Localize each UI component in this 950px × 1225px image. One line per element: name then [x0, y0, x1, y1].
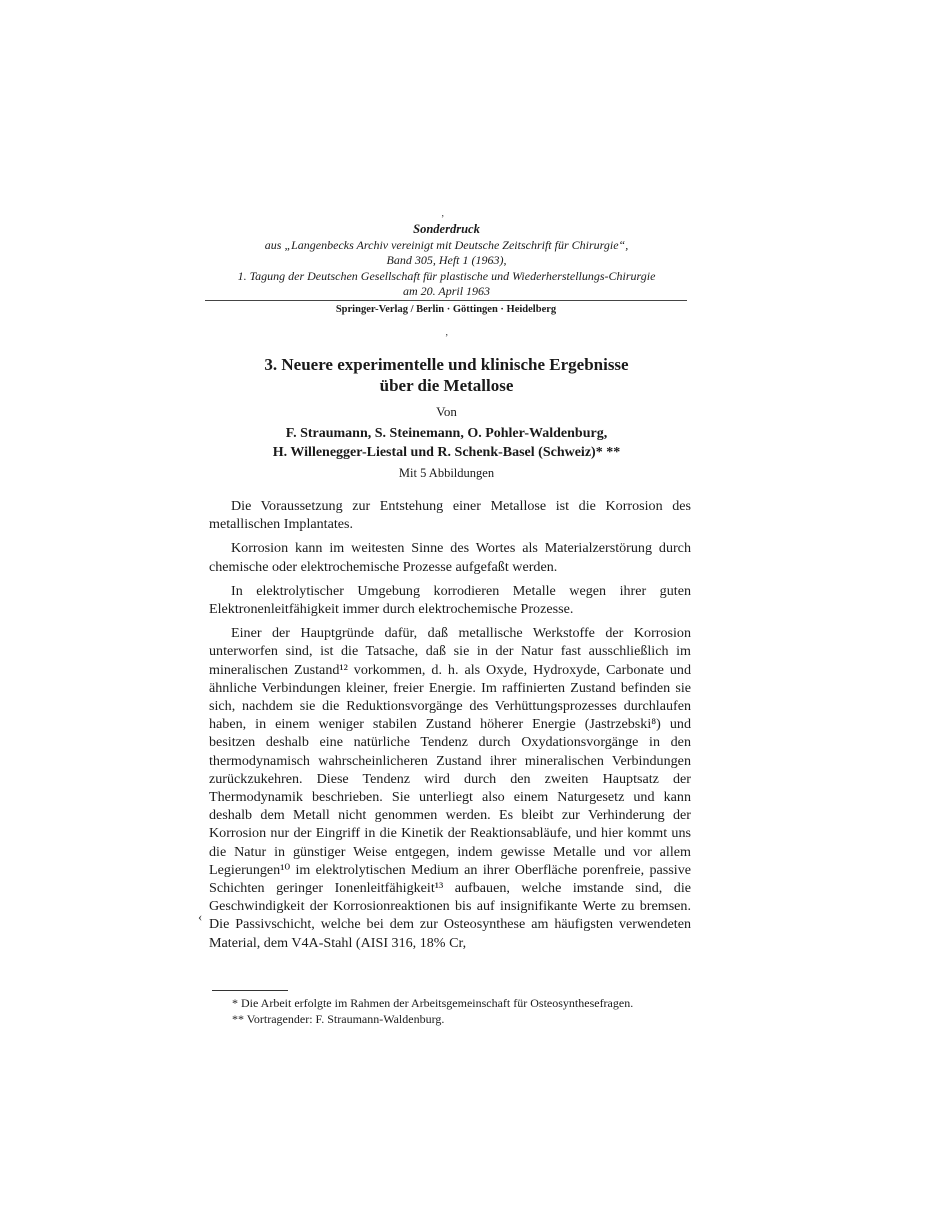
footnote-2: ** Vortragender: F. Straumann-Waldenburg.: [232, 1011, 445, 1026]
offprint-header: [200, 222, 693, 300]
author-list: [200, 424, 693, 462]
by-label: Von: [436, 404, 457, 419]
authors-line1: F. Straumann, S. Steinemann, O. Pohler-Waldenburg,: [285, 426, 608, 441]
header-divider: [205, 300, 687, 301]
conference-date: am 20. April 1963: [402, 284, 491, 298]
footnote-1: * Die Arbeit erfolgte im Rahmen der Arbeitsgemeinschaft für Osteosynthesefragen.: [232, 996, 634, 1010]
paragraph-4: Einer der Hauptgründe dafür, daß metallische Werkstoffe der Korrosion unterworfen sind, ist die Tatsache, daß sie in der Natur fast ausschließlich im mineralischen Zustand¹² vorkommen, d. h. als Oxyde, Hydroxyde, Carbonate und ähnliche Verbindungen kleiner, freier Energie. Im raffinierten Zustand befinden sie sich, nachdem sie die Reduktionsvorgänge des Verhüttungsprozesses durchlaufen haben, in einem weniger stabilen Zustand höherer Energie (Jastrzebski⁸) und besitzen deshalb eine natürliche Tendenz durch Oxydationsvorgänge in den thermodynamisch wahrscheinlicheren Zustand ihrer mineralischen Verbindungen zurückzukehren. Diese Tendenz wird durch den zweiten Hauptsatz der Thermodynamik beschrieben. Sie unterliegt also einem Naturgesetz und kann deshalb dem Metall nicht genommen werden. Es bleibt zur Verhinderung der Korrosion nur der Eingriff in die Kinetik der Reaktionsabläufe, und hier kommt uns die Natur in günstiger Weise entgegen, indem gewisse Metalle und vor allem Legierungen¹⁰ im elektrolytischen Medium an ihrer Oberfläche porenfreie, passive Schichten geringer Ionenleitfähigkeit¹³ aufbauen, welche imstande sind, die Geschwindigkeit der Korrosionreaktionen bis auf insignifikante Werte zu bremsen. Die Passivschicht, welche bei dem zur Osteosynthese am häufigsten verwendeten Material, dem V4A-Stahl (AISI 316, 18% Cr,: [209, 625, 691, 951]
authors-line2: H. Willenegger-Liestal und R. Schenk-Basel (Schweiz)* **: [272, 445, 621, 460]
paragraph-1: Die Voraussetzung zur Entstehung einer Metallose ist die Korrosion des metallischen Implantates.: [209, 498, 691, 533]
source-journal: aus „Langenbecks Archiv vereinigt mit Deutsche Zeitschrift für Chirurgie“,: [264, 237, 629, 252]
article-title: [200, 354, 693, 396]
paragraph-2: Korrosion kann im weitesten Sinne des Wortes als Materialzerstörung durch chemische oder elektrochemische Prozesse aufgefaßt werden.: [209, 540, 691, 575]
figure-count: Mit 5 Abbildungen: [398, 466, 495, 480]
footnote-divider: [212, 990, 288, 991]
footnotes: [212, 996, 692, 1027]
offprint-label: Sonderdruck: [413, 222, 480, 236]
article-body: [209, 497, 691, 952]
scan-mark-mid: ’: [445, 333, 449, 344]
paragraph-3: In elektrolytischer Umgebung korrodieren Metalle wegen ihrer guten Elektronenleitfähigkeit immer durch elektrochemische Prozesse.: [209, 582, 691, 618]
scan-mark-top: ’: [441, 214, 445, 225]
article-title-line1: 3. Neuere experimentelle und klinische Ergebnisse: [264, 355, 629, 374]
margin-mark: ‹: [198, 909, 203, 924]
conference-info: 1. Tagung der Deutschen Gesellschaft für plastische und Wiederherstellungs-Chirurgie: [237, 268, 656, 283]
article-title-line2: über die Metallose: [379, 376, 514, 395]
volume-info: Band 305, Heft 1 (1963),: [386, 253, 507, 267]
publisher-line: Springer-Verlag / Berlin · Göttingen · Heidelberg: [335, 304, 557, 315]
